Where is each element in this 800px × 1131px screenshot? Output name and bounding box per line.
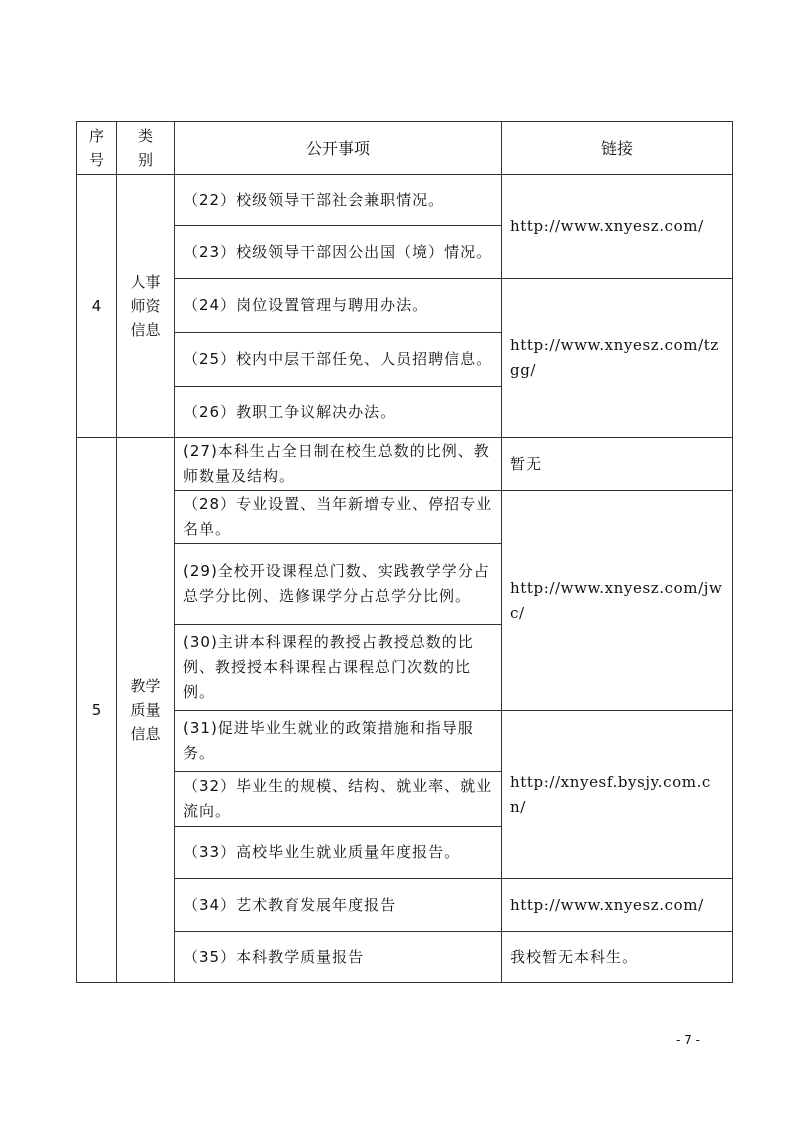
table-row [77,175,733,226]
item-cell: (30)主讲本科课程的教授占教授总数的比例、教授授本科课程占课程总门次数的比例。 [175,625,502,711]
table-row [77,932,733,983]
item-cell: （32）毕业生的规模、结构、就业率、就业流向。 [175,772,502,827]
group-category: 人事师资信息 [117,175,175,438]
table-row [77,491,733,544]
disclosure-table [76,121,733,983]
link-cell[interactable]: http://www.xnyesz.com/tzgg/ [502,279,733,438]
table-row [77,279,733,333]
group-category: 教学质量信息 [117,438,175,983]
table-row [77,711,733,772]
link-cell: 我校暂无本科生。 [502,932,733,983]
item-cell: （33）高校毕业生就业质量年度报告。 [175,827,502,879]
header-link: 链接 [502,122,733,175]
item-cell: （22）校级领导干部社会兼职情况。 [175,175,502,226]
link-cell[interactable]: http://www.xnyesz.com/ [502,879,733,932]
item-cell: （25）校内中层干部任免、人员招聘信息。 [175,333,502,387]
page-number: - 7 - [676,1033,700,1047]
item-cell: (27)本科生占全日制在校生总数的比例、教师数量及结构。 [175,438,502,491]
item-cell: （34）艺术教育发展年度报告 [175,879,502,932]
link-cell: 暂无 [502,438,733,491]
table-row [77,438,733,491]
item-cell: （28）专业设置、当年新增专业、停招专业名单。 [175,491,502,544]
item-cell: （26）教职工争议解决办法。 [175,387,502,438]
header-category: 类别 [117,122,175,175]
item-cell: (29)全校开设课程总门数、实践教学学分占总学分比例、选修课学分占总学分比例。 [175,544,502,625]
group-index: 5 [77,438,117,983]
link-cell[interactable]: http://www.xnyesz.com/ [502,175,733,279]
item-cell: （35）本科教学质量报告 [175,932,502,983]
group-index: 4 [77,175,117,438]
link-cell[interactable]: http://www.xnyesz.com/jwc/ [502,491,733,711]
table-row [77,879,733,932]
item-cell: （24）岗位设置管理与聘用办法。 [175,279,502,333]
header-item: 公开事项 [175,122,502,175]
table-header-row [77,122,733,175]
header-index: 序号 [77,122,117,175]
item-cell: （23）校级领导干部因公出国（境）情况。 [175,226,502,279]
item-cell: (31)促进毕业生就业的政策措施和指导服务。 [175,711,502,772]
link-cell[interactable]: http://xnyesf.bysjy.com.cn/ [502,711,733,879]
